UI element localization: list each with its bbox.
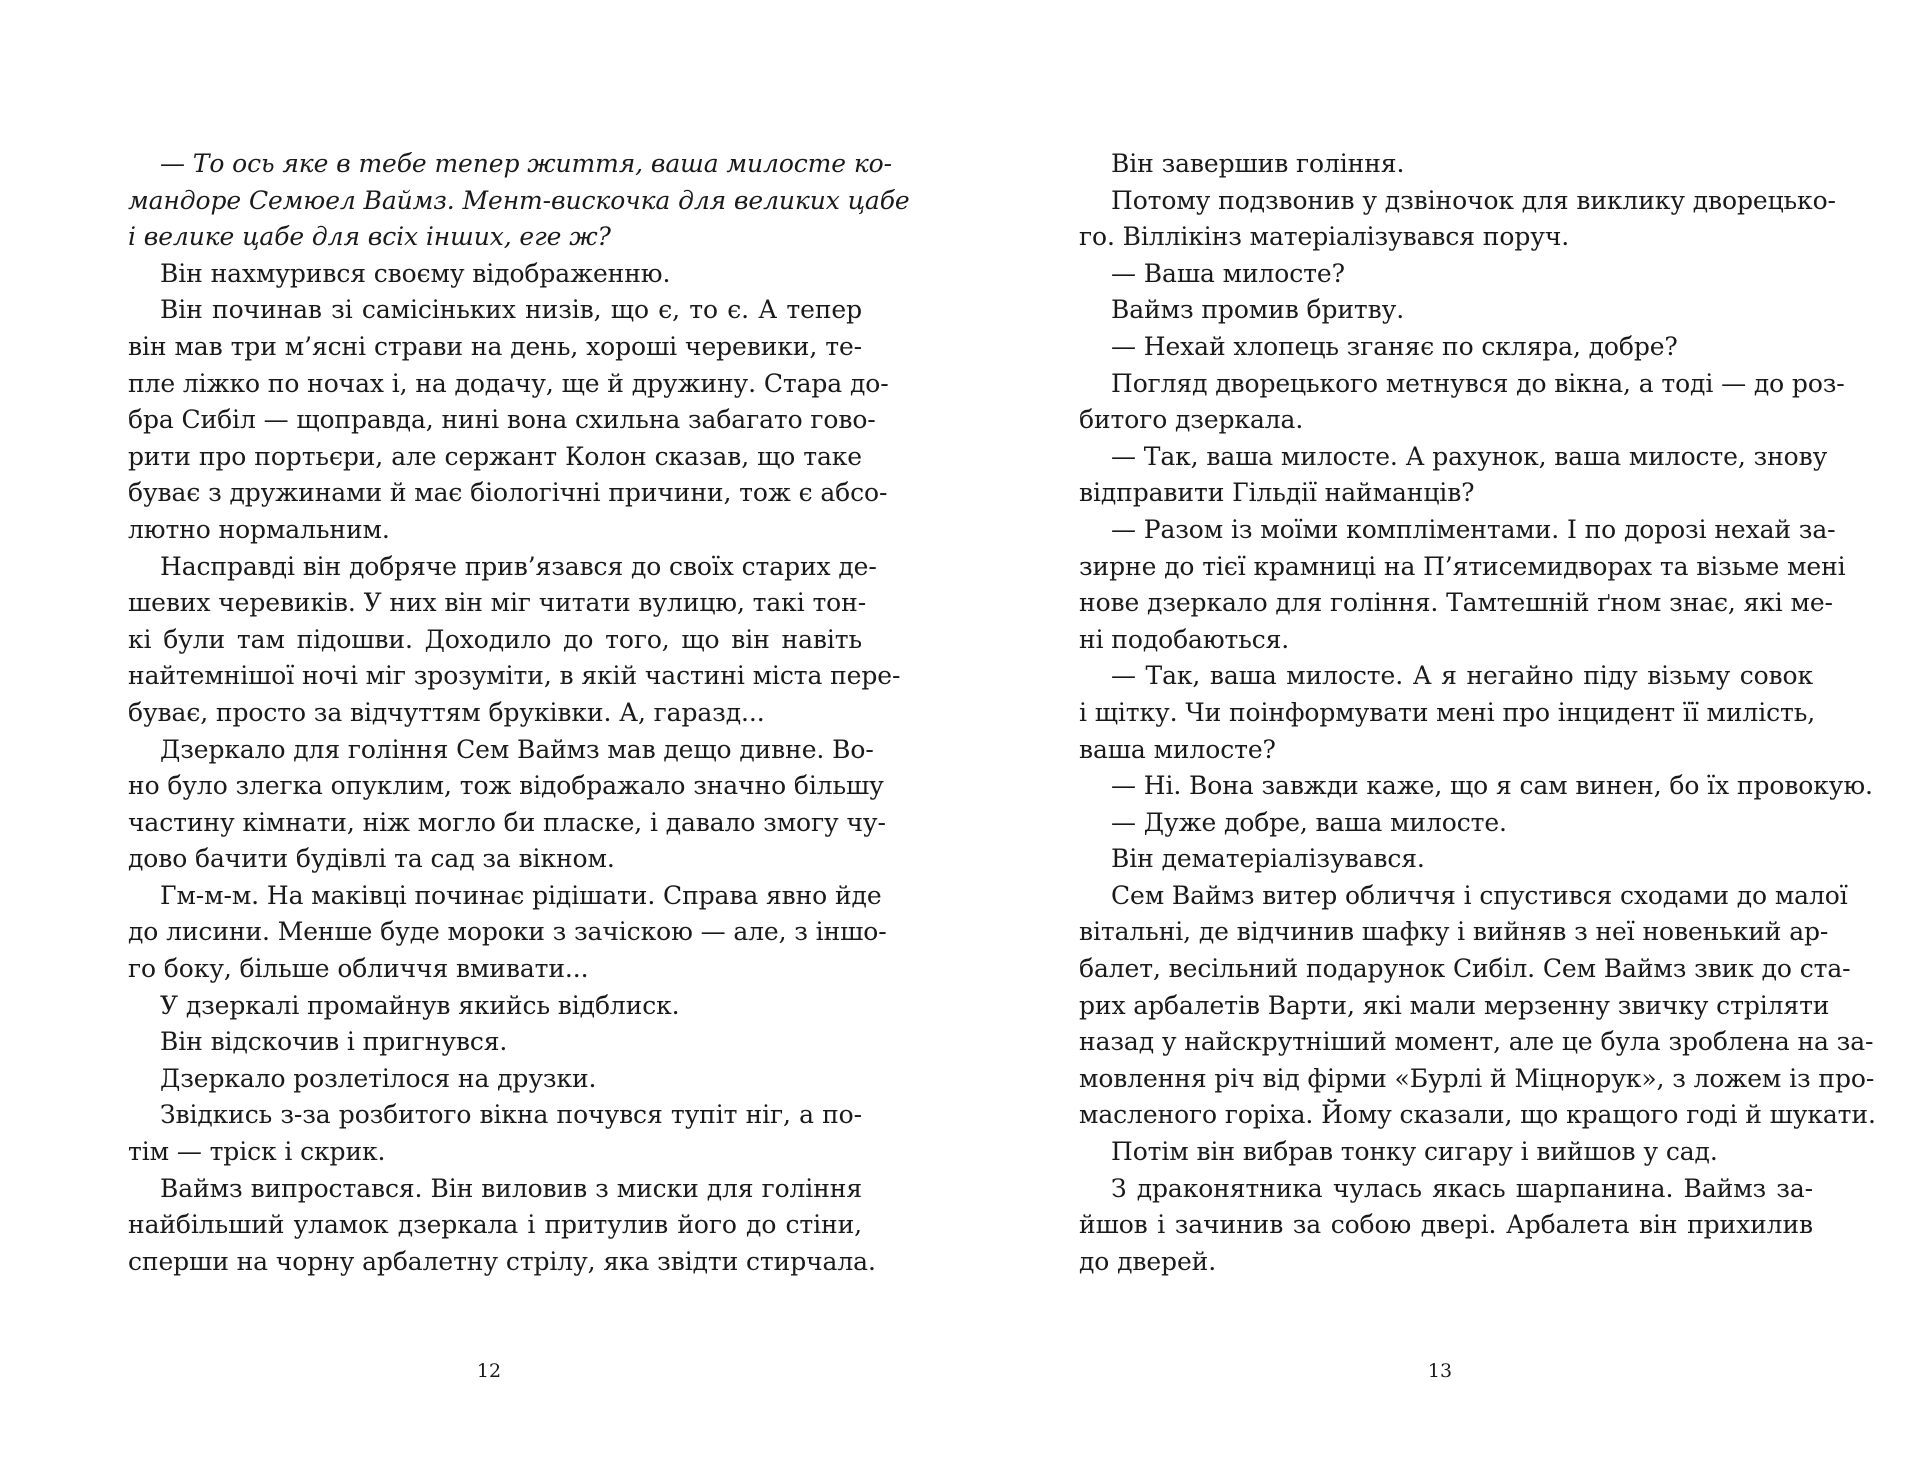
text-line: до лисини. Менше буде мороки з зачіскою — але, з іншо-	[128, 917, 887, 947]
text-line: ваша милосте?	[1079, 734, 1276, 764]
text-line: го. Віллікінз матеріалізувався поруч.	[1079, 222, 1570, 252]
text-line: найбільший уламок дзеркала і притулив його до стіни,	[128, 1210, 862, 1240]
text-line: назад у найскрутніший момент, але це була зроблена на за-	[1079, 1027, 1874, 1057]
text-line: сперши на чорну арбалетну стрілу, яка звідти стирчала.	[128, 1246, 876, 1276]
text-line: мандоре Семюел Ваймз. Мент-вискочка для великих цабе	[128, 185, 910, 215]
text-line: Він дематеріалізувався.	[1111, 844, 1425, 874]
text-line: лютно нормальним.	[128, 514, 390, 544]
page-number-left: 12	[476, 1360, 502, 1382]
text-line: — Дуже добре, ваша милосте.	[1111, 807, 1507, 837]
text-line: Сем Ваймз витер обличчя і спустився сходами до малої	[1111, 880, 1848, 910]
text-line: Дзеркало розлетілося на друзки.	[160, 1063, 597, 1093]
text-line: ні подобаються.	[1079, 624, 1290, 654]
text-line: Він відскочив і пригнувся.	[160, 1027, 508, 1057]
text-line: Потому подзвонив у дзвіночок для виклику дворецько-	[1111, 185, 1836, 215]
text-line: Ваймз випростався. Він виловив з миски для гоління	[160, 1173, 862, 1203]
text-line: — Нехай хлопець зганяє по скляра, добре?	[1111, 331, 1678, 361]
text-line: — Так, ваша милосте. А рахунок, ваша милосте, знову	[1111, 441, 1828, 471]
text-line: — Ні. Вона завжди каже, що я сам винен, бо їх провокую.	[1111, 771, 1873, 801]
text-line: нове дзеркало для гоління. Тамтешній ґном знає, які ме-	[1079, 588, 1833, 618]
right-page-text	[1079, 146, 1876, 1280]
text-line: битого дзеркала.	[1079, 405, 1304, 435]
text-line: Він починав зі самісіньких низів, що є, то є. А тепер	[160, 295, 862, 325]
page-number-right: 13	[1427, 1360, 1453, 1382]
text-line: дово бачити будівлі та сад за вікном.	[128, 844, 615, 874]
text-line: пле ліжко по ночах і, на додачу, ще й дружину. Стара до-	[128, 368, 889, 398]
text-line: Гм-м-м. На маківці починає рідішати. Справа явно йде	[160, 880, 882, 910]
text-line: рих арбалетів Варти, які мали мерзенну звичку стріляти	[1079, 990, 1830, 1020]
text-line: масленого горіха. Йому сказали, що кращого годі й шукати.	[1079, 1100, 1876, 1130]
text-line: Погляд дворецького метнувся до вікна, а тоді — до роз-	[1111, 368, 1845, 398]
text-line: — Так, ваша милосте. А я негайно піду візьму совок	[1111, 661, 1813, 691]
text-line: мовлення річ від фірми «Бурлі й Міцнорук», з ложем із про-	[1079, 1063, 1875, 1093]
left-page-text	[128, 146, 910, 1280]
text-line: Ваймз промив бритву.	[1111, 295, 1405, 325]
text-line: частину кімнати, ніж могло би пласке, і давало змогу чу-	[128, 807, 886, 837]
text-line: У дзеркалі промайнув якийсь відблиск.	[160, 990, 680, 1020]
text-line: З драконятника чулась якась шарпанина. Ваймз за-	[1111, 1173, 1813, 1203]
text-line: відправити Гільдії найманців?	[1079, 478, 1475, 508]
text-line: бра Сибіл — щоправда, нині вона схильна забагато гово-	[128, 405, 876, 435]
text-line: балет, весільний подарунок Сибіл. Сем Ваймз звик до ста-	[1079, 954, 1851, 984]
text-line: буває, просто за відчуттям бруківки. А, гаразд...	[128, 697, 765, 727]
text-line: Потім він вибрав тонку сигару і вийшов у сад.	[1111, 1137, 1718, 1167]
text-line: він мав три м’ясні страви на день, хороші черевики, те-	[128, 331, 862, 361]
text-line: Звідкись з-за розбитого вікна почувся тупіт ніг, а по-	[160, 1100, 862, 1130]
text-line: Він завершив гоління.	[1111, 149, 1405, 178]
text-line: рити про портьєри, але сержант Колон сказав, що таке	[128, 441, 862, 471]
text-line: но було злегка опуклим, тож відображало значно більшу	[128, 771, 884, 801]
text-line: кі були там підошви. Доходило до того, що він навіть	[128, 624, 862, 654]
text-line: тім — тріск і скрик.	[128, 1137, 386, 1167]
text-line: найтемнішої ночі міг зрозуміти, в якій частині міста пере-	[128, 661, 901, 691]
text-line: йшов і зачинив за собою двері. Арбалета він прихилив	[1079, 1210, 1813, 1240]
text-line: Насправді він добряче прив’язався до своїх старих де-	[160, 551, 877, 581]
text-line: го боку, більше обличчя вмивати...	[128, 954, 589, 984]
text-line: і велике цабе для всіх інших, еге ж?	[128, 222, 611, 252]
text-line: і щітку. Чи поінформувати мені про інцидент її милість,	[1079, 697, 1816, 727]
text-line: — То ось яке в тебе тепер життя, ваша милосте ко-	[160, 149, 892, 178]
text-line: зирне до тієї крамниці на П’ятисемидворах та візьме мені	[1079, 551, 1846, 581]
text-line: буває з дружинами й має біологічні причини, тож є абсо-	[128, 478, 888, 508]
text-line: Дзеркало для гоління Сем Ваймз мав дещо дивне. Во-	[160, 734, 874, 764]
text-line: — Ваша милосте?	[1111, 258, 1345, 288]
text-line: — Разом із моїми компліментами. І по дорозі нехай за-	[1111, 514, 1836, 544]
text-line: шевих черевиків. У них він міг читати вулицю, такі тон-	[128, 588, 867, 618]
text-line: до дверей.	[1079, 1246, 1217, 1276]
text-line: Він нахмурився своєму відображенню.	[160, 258, 671, 288]
text-line: вітальні, де відчинив шафку і вийняв з неї новенький ар-	[1079, 917, 1829, 947]
